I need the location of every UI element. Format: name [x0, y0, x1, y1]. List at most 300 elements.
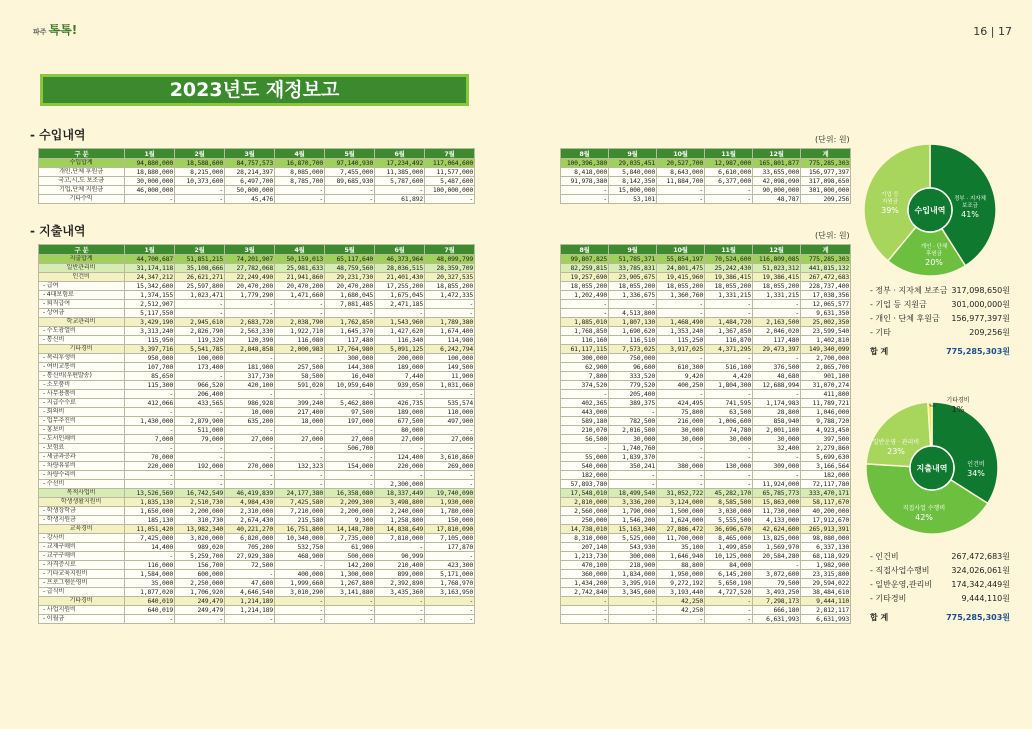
table-cell: 8,085,000 [275, 168, 325, 177]
row-label: - 보험료 [39, 444, 125, 453]
table-cell: 116,809,085 [753, 255, 801, 264]
income-unit: (단위: 원) [815, 135, 850, 144]
table-cell: 177,870 [425, 543, 475, 552]
row-label: 개인,단체 후원금 [39, 168, 125, 177]
table-cell: 1,214,189 [225, 606, 275, 615]
table-row [39, 354, 475, 363]
table-cell: 16,358,080 [325, 489, 375, 498]
table-cell: 640,019 [125, 597, 175, 606]
table-cell: 1,213,730 [561, 552, 609, 561]
column-header: 1월 [125, 245, 175, 255]
table-cell: - [125, 390, 175, 399]
table-cell: 3,313,240 [125, 327, 175, 336]
expense-legend [870, 550, 1010, 625]
table-cell: - [425, 552, 475, 561]
table-cell: 117,064,600 [425, 159, 475, 168]
table-cell: 2,674,430 [225, 516, 275, 525]
table-cell: 1,999,660 [275, 579, 325, 588]
table-row [39, 282, 475, 291]
table-cell: 6,242,794 [425, 345, 475, 354]
table-cell: 132,323 [275, 462, 325, 471]
table-cell: 116,510 [609, 336, 657, 345]
legend-row [870, 326, 1010, 340]
table-cell: 96,600 [609, 363, 657, 372]
table-cell: 333,470,171 [801, 489, 851, 498]
row-label: - 프로그램운영비 [39, 579, 125, 588]
table-cell: 2,512,907 [125, 300, 175, 309]
table-cell: 68,118,929 [801, 552, 851, 561]
pie-label: 39% [881, 206, 899, 215]
table-cell: 18,055,200 [561, 282, 609, 291]
table-cell: - [609, 615, 657, 624]
table-cell: 84,757,573 [225, 159, 275, 168]
table-cell: - [175, 372, 225, 381]
table-cell: - [753, 300, 801, 309]
column-header: 11월 [705, 245, 753, 255]
table-cell: 20,470,200 [325, 282, 375, 291]
table-cell: 1,046,000 [801, 408, 851, 417]
row-label: - 차량유류비 [39, 462, 125, 471]
table-cell: 50,159,013 [275, 255, 325, 264]
table-cell: - [561, 195, 609, 204]
table-cell: 45,282,170 [705, 489, 753, 498]
table-cell: - [325, 615, 375, 624]
table-cell: - [753, 561, 801, 570]
table-row [561, 336, 851, 345]
table-cell: 1,546,200 [609, 516, 657, 525]
table-cell: 3,124,000 [657, 498, 705, 507]
table-cell: 4,923,450 [801, 426, 851, 435]
table-cell: 72,117,780 [801, 480, 851, 489]
legend-value: 317,098,650원 [951, 286, 1010, 295]
table-row [561, 354, 851, 363]
table-cell: 220,000 [125, 462, 175, 471]
table-row [561, 471, 851, 480]
table-row [39, 177, 475, 186]
row-label: - 소모품비 [39, 381, 125, 390]
table-cell: - [325, 471, 375, 480]
table-cell: 35,000 [125, 579, 175, 588]
table-cell: 3,435,360 [375, 588, 425, 597]
table-cell: 1,374,155 [125, 291, 175, 300]
table-cell: 989,020 [175, 543, 225, 552]
table-cell: 986,928 [225, 399, 275, 408]
table-cell: 3,141,880 [325, 588, 375, 597]
table-cell: 1,353,240 [657, 327, 705, 336]
table-cell: 3,336,200 [609, 498, 657, 507]
table-cell: 50,000,000 [225, 186, 275, 195]
table-cell: - [425, 615, 475, 624]
table-cell: 130,000 [705, 462, 753, 471]
table-cell: 1,434,200 [561, 579, 609, 588]
table-cell: 2,000,983 [275, 345, 325, 354]
table-row [39, 597, 475, 606]
table-cell: 116,080 [275, 336, 325, 345]
table-cell: 3,072,600 [753, 570, 801, 579]
row-label: 수입합계 [39, 159, 125, 168]
table-cell: 18,055,200 [753, 282, 801, 291]
row-label: - 퇴직급여 [39, 300, 125, 309]
table-cell: - [375, 390, 425, 399]
table-cell: 2,001,100 [753, 426, 801, 435]
table-cell: 74,780 [705, 426, 753, 435]
table-cell: 40,200,000 [801, 507, 851, 516]
table-cell: - [657, 300, 705, 309]
table-cell: - [561, 597, 609, 606]
column-header: 10월 [657, 245, 705, 255]
table-row [39, 195, 475, 204]
table-row [39, 417, 475, 426]
table-row [39, 408, 475, 417]
table-cell: 610,300 [657, 363, 705, 372]
table-cell: 11,051,420 [125, 525, 175, 534]
table-cell: 4,420 [705, 372, 753, 381]
table-cell: 5,462,800 [325, 399, 375, 408]
table-cell: 270,000 [225, 462, 275, 471]
legend-label: - 정부 · 지자체 보조금 [870, 286, 948, 295]
row-label: - 학생장학금 [39, 507, 125, 516]
table-cell: 1,360,760 [657, 291, 705, 300]
pie-label: 보조금 [962, 203, 978, 209]
table-cell: - [325, 309, 375, 318]
table-cell: - [125, 444, 175, 453]
legend-total: 합 계 775,285,303원 [870, 613, 1010, 622]
table-cell: 28,359,709 [425, 264, 475, 273]
table-cell: 44,700,687 [125, 255, 175, 264]
column-header: 9월 [609, 149, 657, 159]
table-row [39, 606, 475, 615]
table-cell: 27,929,380 [225, 552, 275, 561]
table-row [39, 453, 475, 462]
table-cell: 150,000 [425, 516, 475, 525]
table-row [561, 552, 851, 561]
table-cell: 317,730 [225, 372, 275, 381]
table-cell: 3,010,290 [275, 588, 325, 597]
row-label: - 통신비 [39, 336, 125, 345]
table-cell: 301,000,000 [801, 186, 851, 195]
table-cell: 1,789,380 [425, 318, 475, 327]
legend-row [870, 592, 1010, 606]
table-cell: 30,000 [609, 435, 657, 444]
table-cell: 20,327,535 [425, 273, 475, 282]
page-title: 2023년도 재정보고 [40, 74, 469, 106]
table-cell: - [275, 186, 325, 195]
table-cell: - [175, 444, 225, 453]
table-cell: - [561, 615, 609, 624]
legend-value: 174,342,449원 [951, 580, 1010, 589]
table-cell: 72,500 [225, 561, 275, 570]
expense-pie-chart [860, 388, 1010, 538]
table-cell: 38,484,610 [801, 588, 851, 597]
table-cell: 48,680 [753, 372, 801, 381]
table-cell: 7,298,173 [753, 597, 801, 606]
pie-label: 지원금 [882, 199, 898, 205]
column-header: 4월 [275, 245, 325, 255]
table-row [39, 318, 475, 327]
table-cell: 90,999 [375, 552, 425, 561]
table-cell: 2,683,720 [225, 318, 275, 327]
expense-table-left [38, 244, 475, 624]
table-cell: 26,621,271 [175, 273, 225, 282]
row-label: - 지급수수료 [39, 399, 125, 408]
table-cell: 8,215,000 [175, 168, 225, 177]
table-row [561, 309, 851, 318]
table-cell: 21,401,430 [375, 273, 425, 282]
table-cell: 209,256 [801, 195, 851, 204]
table-cell: 18,337,449 [375, 489, 425, 498]
table-cell: 257,500 [275, 363, 325, 372]
table-cell: - [425, 195, 475, 204]
pie-label: 후원금 [926, 251, 942, 257]
table-cell: - [275, 390, 325, 399]
table-cell: - [125, 615, 175, 624]
table-cell: 250,000 [561, 516, 609, 525]
table-cell: 35,108,666 [175, 264, 225, 273]
table-cell: 1,543,960 [375, 318, 425, 327]
table-cell: 350,241 [609, 462, 657, 471]
table-cell: 1,300,000 [325, 570, 375, 579]
table-cell: 1,202,490 [561, 291, 609, 300]
table-cell: 1,835,130 [125, 498, 175, 507]
table-cell: 1,214,189 [225, 597, 275, 606]
table-row [561, 597, 851, 606]
pie-label: 41% [961, 210, 979, 219]
table-cell: 142,200 [325, 561, 375, 570]
table-cell: 17,234,492 [375, 159, 425, 168]
table-cell: 11,924,000 [753, 480, 801, 489]
table-cell: 1,031,060 [425, 381, 475, 390]
table-cell: 156,977,397 [801, 168, 851, 177]
table-cell: 182,000 [801, 471, 851, 480]
row-label: 기타수익 [39, 195, 125, 204]
table-cell: 1,500,000 [657, 507, 705, 516]
table-cell: 443,000 [561, 408, 609, 417]
table-cell: 5,840,000 [609, 168, 657, 177]
table-row [561, 453, 851, 462]
table-cell: 91,978,380 [561, 177, 609, 186]
table-row [39, 327, 475, 336]
table-row [561, 168, 851, 177]
table-cell: 215,580 [275, 516, 325, 525]
table-row [39, 345, 475, 354]
column-header: 2월 [175, 245, 225, 255]
table-cell: 228,737,400 [801, 282, 851, 291]
table-cell: 9,272,192 [657, 579, 705, 588]
table-cell: - [325, 480, 375, 489]
table-cell: 374,520 [561, 381, 609, 390]
table-cell: 61,892 [375, 195, 425, 204]
table-cell: 23,315,800 [801, 570, 851, 579]
table-cell: 61,117,115 [561, 345, 609, 354]
table-cell: 17,548,010 [561, 489, 609, 498]
table-row [39, 561, 475, 570]
table-cell: 6,820,000 [225, 534, 275, 543]
table-row [39, 552, 475, 561]
table-cell: - [609, 300, 657, 309]
table-cell: 966,520 [175, 381, 225, 390]
table-row [39, 480, 475, 489]
table-cell: 3,163,950 [425, 588, 475, 597]
table-cell: 426,735 [375, 399, 425, 408]
table-cell: 2,016,500 [609, 426, 657, 435]
table-cell: 100,396,380 [561, 159, 609, 168]
table-cell: 33,655,000 [753, 168, 801, 177]
table-cell: 55,000 [561, 453, 609, 462]
logo [33, 21, 77, 38]
table-cell: 116,160 [561, 336, 609, 345]
table-cell: 18,055,200 [705, 282, 753, 291]
table-cell: 11,730,000 [753, 507, 801, 516]
table-cell: 24,347,212 [125, 273, 175, 282]
table-cell: 173,400 [175, 363, 225, 372]
table-cell: 46,000,000 [125, 186, 175, 195]
table-cell: 1,762,850 [325, 318, 375, 327]
table-row [39, 336, 475, 345]
table-cell: - [225, 570, 275, 579]
table-cell: - [425, 309, 475, 318]
table-cell: 28,800 [753, 408, 801, 417]
table-cell: 56,500 [561, 435, 609, 444]
row-label: 교육경비 [39, 525, 125, 534]
table-cell: - [175, 195, 225, 204]
table-cell: 4,513,800 [609, 309, 657, 318]
row-label: - 급식비 [39, 588, 125, 597]
legend-value: 324,026,061원 [951, 566, 1010, 575]
table-cell: 28,036,515 [375, 264, 425, 273]
table-cell: 8,465,000 [705, 534, 753, 543]
table-cell: - [705, 597, 753, 606]
row-label: - 학생지원금 [39, 516, 125, 525]
row-label: - 세금과공과 [39, 453, 125, 462]
table-row [561, 186, 851, 195]
table-cell: 939,050 [375, 381, 425, 390]
table-cell: 1,706,920 [175, 588, 225, 597]
table-cell: 20,470,200 [275, 282, 325, 291]
table-cell: - [275, 480, 325, 489]
table-cell: 16,751,800 [275, 525, 325, 534]
table-cell: 411,800 [801, 390, 851, 399]
table-cell: 1,768,970 [425, 579, 475, 588]
table-cell: 7,735,000 [325, 534, 375, 543]
table-cell: - [753, 453, 801, 462]
table-cell: 1,834,000 [609, 570, 657, 579]
table-cell: - [375, 606, 425, 615]
table-cell: 207,140 [561, 543, 609, 552]
table-cell: 13,825,000 [753, 534, 801, 543]
table-row [561, 426, 851, 435]
table-cell: 5,259,700 [175, 552, 225, 561]
table-cell: 3,030,000 [705, 507, 753, 516]
table-cell: 70,524,600 [705, 255, 753, 264]
table-cell: - [753, 390, 801, 399]
table-row [39, 579, 475, 588]
table-cell: - [375, 615, 425, 624]
table-row [39, 444, 475, 453]
table-cell: - [275, 561, 325, 570]
table-cell: - [275, 615, 325, 624]
table-cell: 10,340,000 [275, 534, 325, 543]
table-cell: - [657, 186, 705, 195]
table-cell: 3,610,860 [425, 453, 475, 462]
page-number: 16 | 17 [973, 25, 1012, 38]
row-label: - 상여금 [39, 309, 125, 318]
table-row [39, 390, 475, 399]
table-cell: 51,023,312 [753, 264, 801, 273]
table-cell: 154,000 [325, 462, 375, 471]
table-cell: 741,595 [705, 399, 753, 408]
table-row [39, 309, 475, 318]
table-row [561, 318, 851, 327]
table-cell: - [705, 480, 753, 489]
table-row [561, 159, 851, 168]
table-cell: 5,117,550 [125, 309, 175, 318]
table-cell: - [225, 471, 275, 480]
table-row [39, 543, 475, 552]
table-row [39, 570, 475, 579]
table-cell: 2,848,858 [225, 345, 275, 354]
table-cell: 1,331,215 [705, 291, 753, 300]
column-header: 5월 [325, 245, 375, 255]
table-cell: - [375, 597, 425, 606]
column-header: 9월 [609, 245, 657, 255]
table-cell: 1,569,970 [753, 543, 801, 552]
table-cell: 40,221,270 [225, 525, 275, 534]
row-label: - 강사비 [39, 534, 125, 543]
table-cell: - [175, 309, 225, 318]
table-cell: - [609, 597, 657, 606]
legend-label: - 일반운영,관리비 [870, 580, 933, 589]
table-cell: 29,594,022 [801, 579, 851, 588]
table-row [561, 399, 851, 408]
table-cell: 14,738,010 [561, 525, 609, 534]
table-cell: 30,000 [705, 435, 753, 444]
table-cell: 21,941,860 [275, 273, 325, 282]
row-label: - 교구구매비 [39, 552, 125, 561]
table-cell: - [175, 408, 225, 417]
table-cell: 1,006,600 [705, 417, 753, 426]
table-cell: 2,563,330 [225, 327, 275, 336]
table-cell: 6,145,200 [705, 570, 753, 579]
table-cell: 115,250 [657, 336, 705, 345]
table-row [561, 534, 851, 543]
table-cell: 55,854,197 [657, 255, 705, 264]
table-cell: - [425, 300, 475, 309]
table-cell: - [753, 354, 801, 363]
row-label: - 차량수리비 [39, 471, 125, 480]
table-cell: - [225, 453, 275, 462]
row-label: - 교재구매비 [39, 543, 125, 552]
table-cell: - [561, 300, 609, 309]
table-cell: 677,500 [375, 417, 425, 426]
table-cell: - [125, 552, 175, 561]
table-cell: 1,267,800 [325, 579, 375, 588]
table-row [39, 489, 475, 498]
table-cell: 640,019 [125, 606, 175, 615]
table-cell: 2,200,000 [325, 507, 375, 516]
row-label: 인건비 [39, 273, 125, 282]
table-row [561, 345, 851, 354]
table-cell: - [609, 480, 657, 489]
legend-value: 156,977,397원 [951, 314, 1010, 323]
table-cell: 16,870,700 [275, 159, 325, 168]
table-cell: 16,040 [325, 372, 375, 381]
table-cell: 433,565 [175, 399, 225, 408]
table-cell: 3,917,025 [657, 345, 705, 354]
table-row [561, 516, 851, 525]
legend-label: - 기업 등 지원금 [870, 300, 927, 309]
table-cell: 1,790,000 [609, 507, 657, 516]
table-cell: 7,105,000 [425, 534, 475, 543]
